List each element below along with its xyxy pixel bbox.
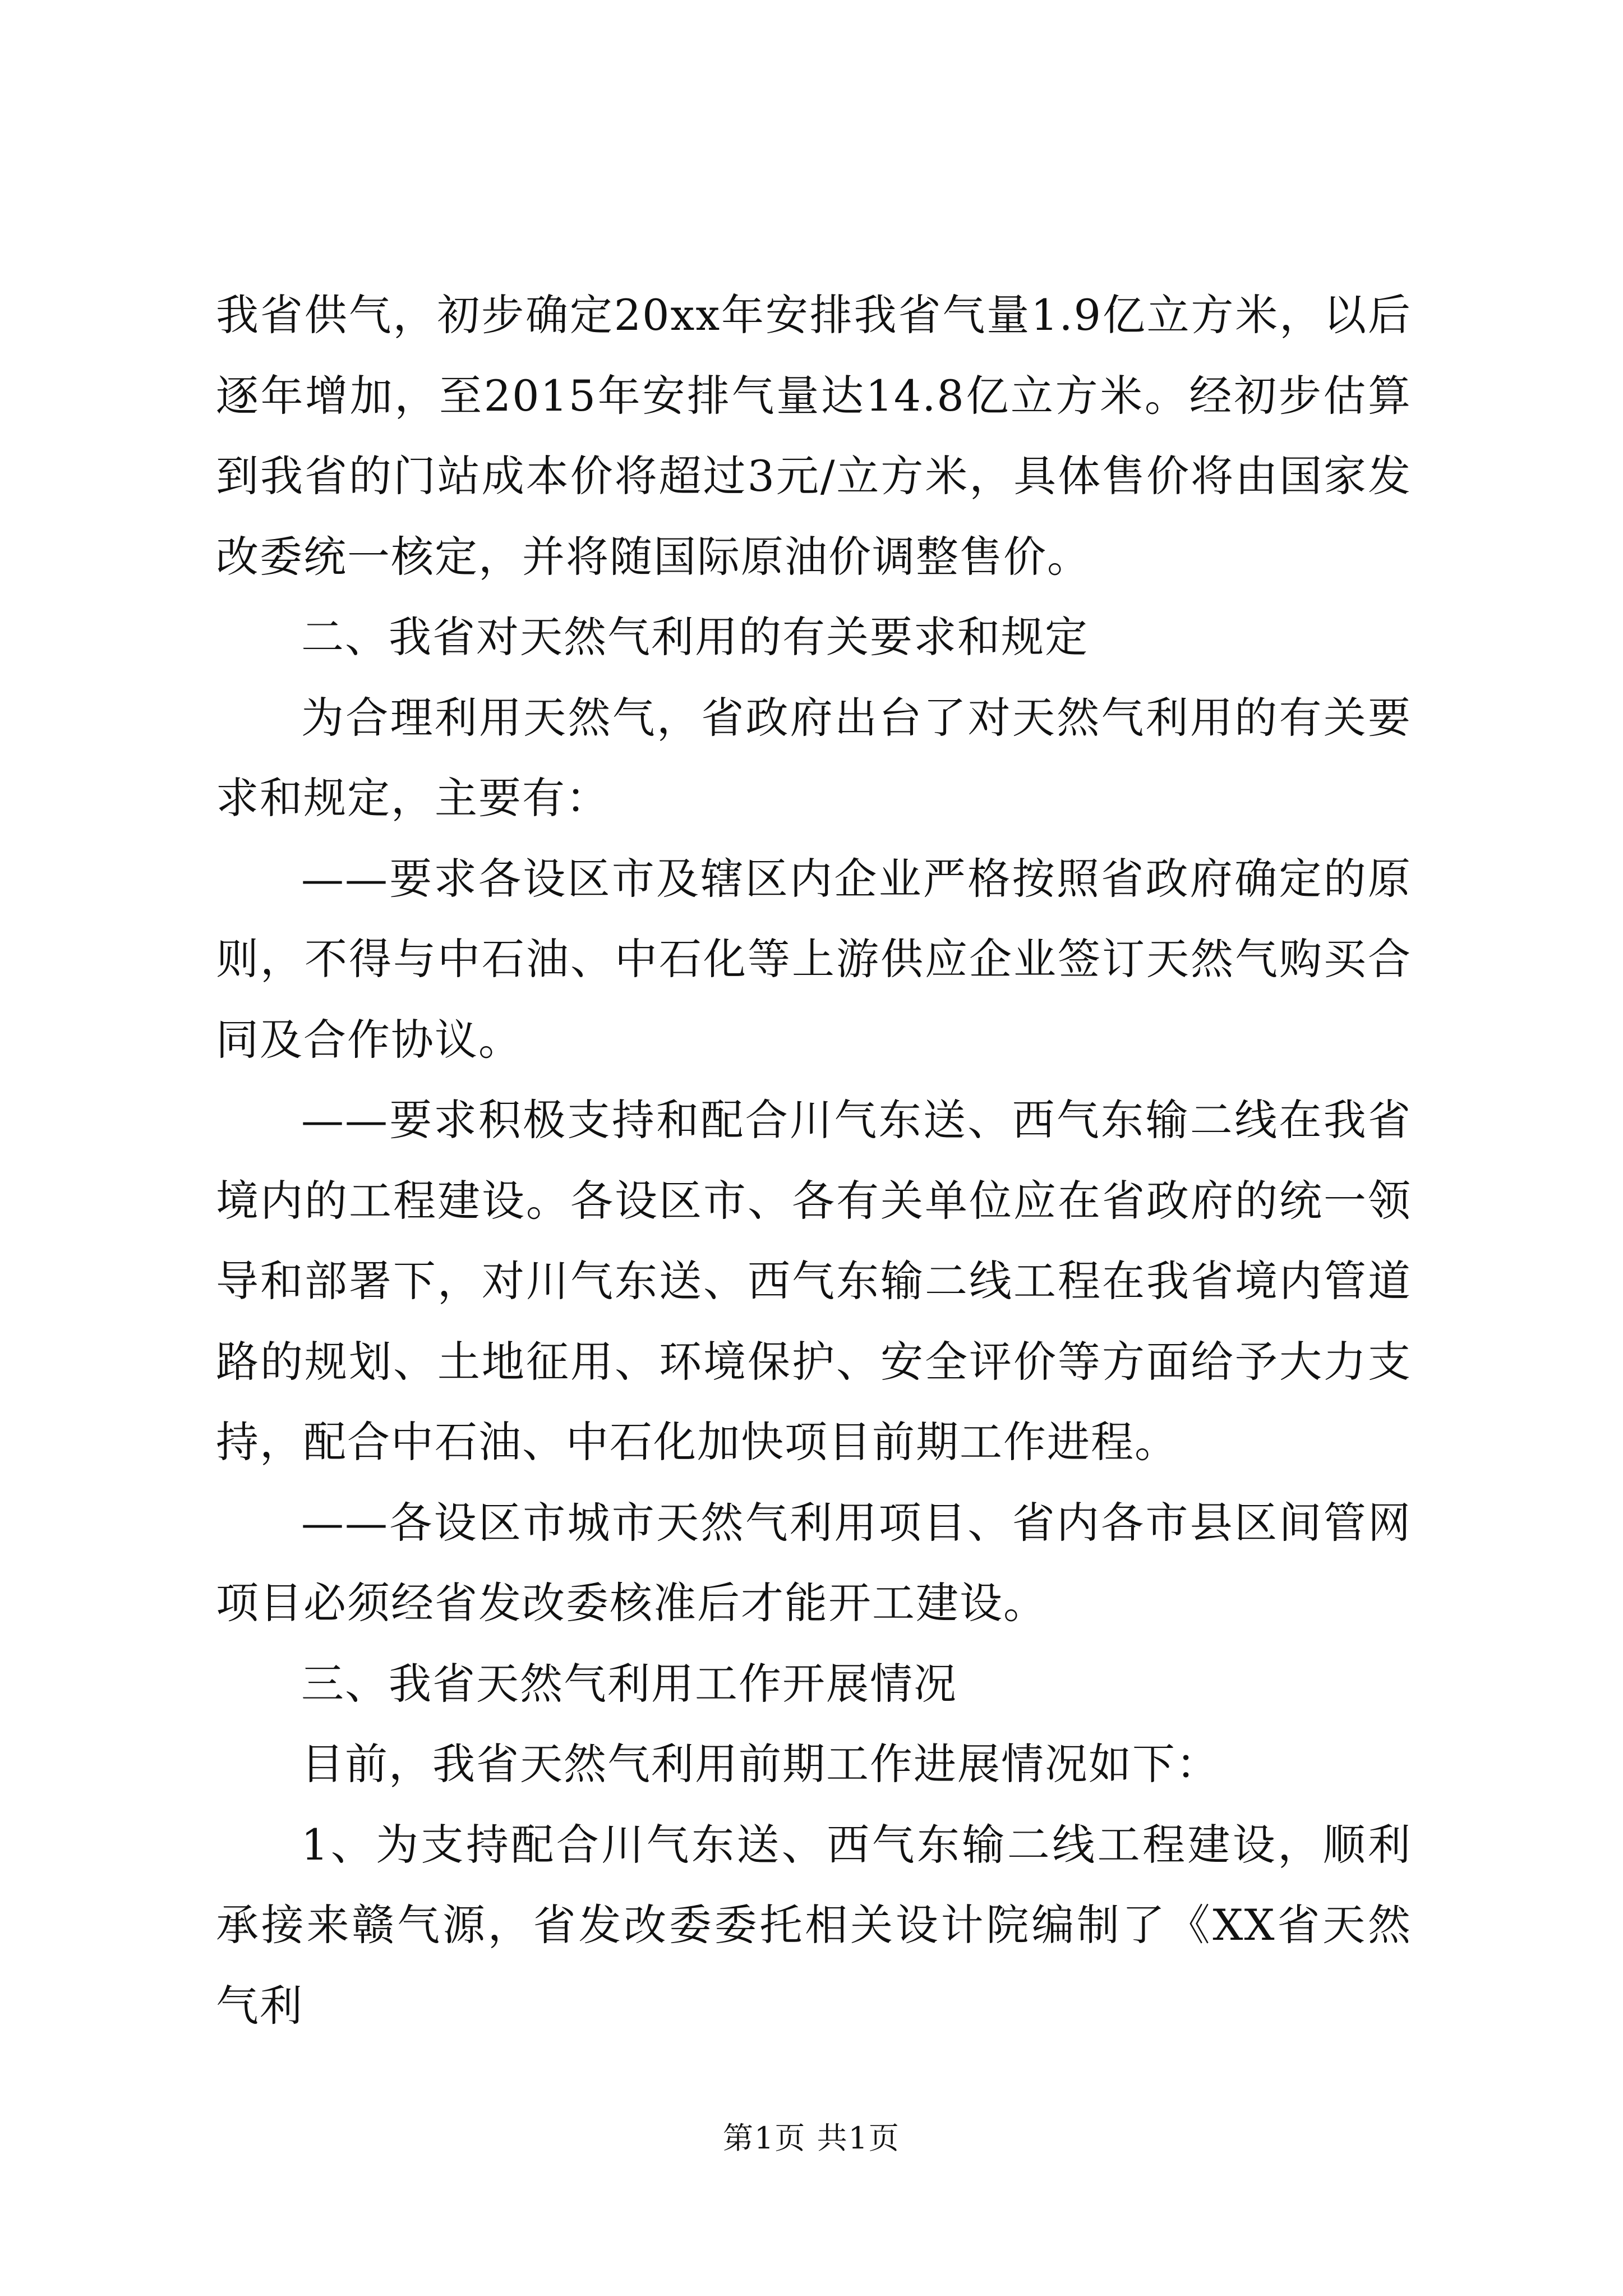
paragraph-progress-intro: 目前，我省天然气利用前期工作进展情况如下： bbox=[301, 1739, 1220, 1789]
paragraph-requirements-intro: 为合理利用天然气，省政府出台了对天然气利用的有关要求和规定，主要有： bbox=[216, 692, 1412, 823]
paragraph-requirement-construction: ——要求积极支持和配合川气东送、西气东输二线在我省境内的工程建设。各设区市、各有关单位应在省政府的统一领导和部署下，对川气东送、西气东输二线工程在我省境内管道路的规划、土地征用、环境保护、安全评价等方面给予大力支持，配合中石油、中石化加快项目前期工作进程。 bbox=[216, 1095, 1412, 1467]
page-number-footer: 第1页 共1页 bbox=[723, 2120, 900, 2156]
section-heading-requirements: 二、我省对天然气利用的有关要求和规定 bbox=[301, 612, 1089, 662]
document-body bbox=[216, 275, 1412, 2046]
paragraph-requirement-approval: ——各设区市城市天然气利用项目、省内各市县区间管网项目必须经省发改委核准后才能开工建设。 bbox=[216, 1497, 1412, 1628]
paragraph-progress-item-1: 1、为支持配合川气东送、西气东输二线工程建设，顺利承接来赣气源，省发改委委托相关设计院编制了《XX省天然气利 bbox=[216, 1819, 1412, 2031]
section-heading-progress: 三、我省天然气利用工作开展情况 bbox=[301, 1658, 957, 1709]
paragraph-gas-supply: 我省供气，初步确定20xx年安排我省气量1.9亿立方米，以后逐年增加，至2015年安排气量达14.8亿立方米。经初步估算到我省的门站成本价将超过3元/立方米，具体售价将由国家发改委统一核定，并将随国际原油价调整售价。 bbox=[216, 290, 1412, 582]
paragraph-requirement-contracts: ——要求各设区市及辖区内企业严格按照省政府确定的原则，不得与中石油、中石化等上游供应企业签订天然气购买合同及合作协议。 bbox=[216, 853, 1412, 1065]
